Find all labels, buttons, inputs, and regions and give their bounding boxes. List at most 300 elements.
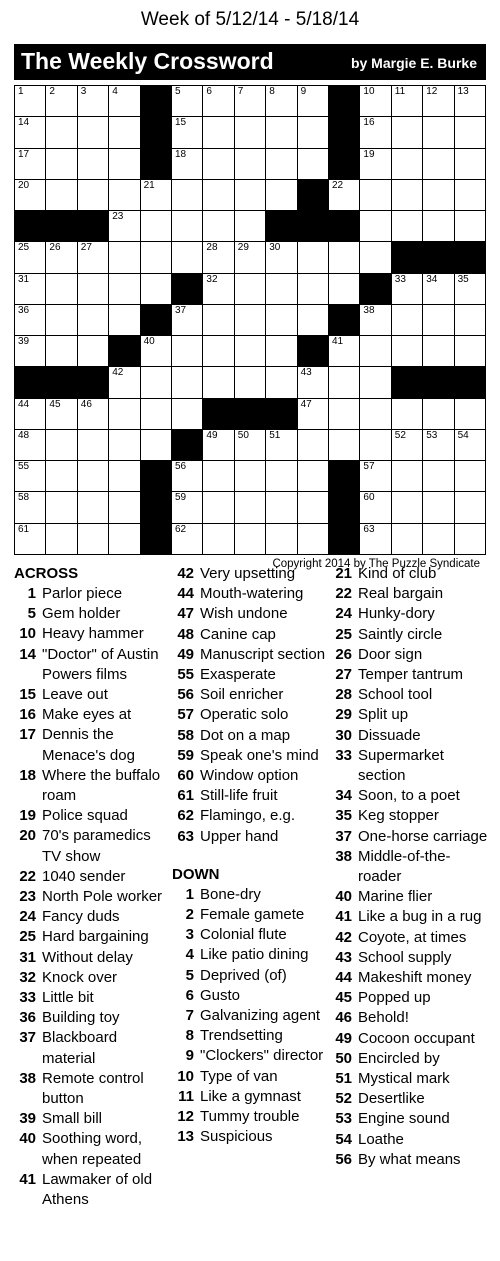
clue-item	[14, 1008, 166, 1028]
clue-item	[14, 725, 166, 765]
cell-number: 7	[237, 86, 244, 97]
grid-cell[interactable]	[360, 367, 391, 398]
grid-cell[interactable]	[266, 430, 297, 461]
grid-cell[interactable]	[298, 305, 329, 336]
grid-cell[interactable]	[109, 211, 140, 242]
cell-number: 38	[363, 304, 375, 316]
clue-item	[330, 968, 490, 988]
clue-text: Wish undone	[200, 605, 288, 623]
grid-cell[interactable]	[235, 367, 266, 398]
grid-cell[interactable]	[423, 274, 454, 305]
grid-cell[interactable]	[360, 86, 391, 117]
grid-cell[interactable]	[266, 492, 297, 523]
grid-cell[interactable]	[203, 367, 234, 398]
grid-cell[interactable]	[78, 180, 109, 211]
grid-cell[interactable]	[455, 336, 486, 367]
grid-cell[interactable]	[360, 461, 391, 492]
grid-cell[interactable]	[455, 305, 486, 336]
grid-cell[interactable]	[203, 430, 234, 461]
clue-item	[172, 986, 327, 1006]
clue-item	[172, 827, 327, 847]
grid-cell[interactable]	[78, 336, 109, 367]
grid-cell[interactable]	[455, 461, 486, 492]
grid-cell[interactable]	[298, 367, 329, 398]
grid-cell[interactable]	[423, 399, 454, 430]
cell-number: 20	[18, 179, 30, 191]
grid-cell[interactable]	[172, 367, 203, 398]
cell-number: 56	[174, 461, 187, 473]
grid-cell[interactable]	[172, 117, 203, 148]
grid-cell[interactable]	[172, 492, 203, 523]
cell-number: 21	[143, 179, 155, 191]
clue-text: Blackboard material	[42, 1029, 118, 1067]
grid-cell[interactable]	[235, 492, 266, 523]
puzzle-title: The Weekly Crossword	[21, 48, 274, 74]
grid-cell[interactable]	[329, 274, 360, 305]
grid-cell[interactable]	[172, 399, 203, 430]
grid-cell[interactable]	[360, 211, 391, 242]
cell-number: 58	[18, 492, 30, 504]
grid-cell[interactable]	[46, 399, 77, 430]
grid-cell[interactable]	[78, 242, 109, 273]
clue-number: 33	[335, 746, 352, 764]
grid-cell[interactable]	[141, 274, 172, 305]
black-square	[329, 461, 360, 492]
grid-cell[interactable]	[141, 211, 172, 242]
clue-item	[172, 705, 327, 725]
clue-item	[330, 928, 490, 948]
grid-cell[interactable]	[360, 305, 391, 336]
grid-cell[interactable]	[266, 461, 297, 492]
grid-cell[interactable]	[109, 86, 140, 117]
clue-item	[172, 925, 327, 945]
grid-cell[interactable]	[455, 211, 486, 242]
grid-cell[interactable]	[78, 524, 109, 555]
clue-number: 5	[185, 966, 194, 984]
grid-cell[interactable]	[329, 367, 360, 398]
grid-cell[interactable]	[15, 274, 46, 305]
grid-cell[interactable]	[46, 461, 77, 492]
clue-item	[330, 604, 490, 624]
black-square	[423, 242, 454, 273]
grid-cell[interactable]	[360, 524, 391, 555]
grid-cell[interactable]	[109, 461, 140, 492]
grid-cell[interactable]	[109, 430, 140, 461]
grid-cell[interactable]	[235, 149, 266, 180]
grid-cell[interactable]	[329, 242, 360, 273]
grid-cell[interactable]	[78, 149, 109, 180]
grid-cell[interactable]	[203, 492, 234, 523]
grid-cell[interactable]	[423, 305, 454, 336]
grid-cell[interactable]	[235, 242, 266, 273]
grid-cell[interactable]	[203, 211, 234, 242]
clue-item	[172, 645, 327, 665]
clue-item	[330, 705, 490, 725]
grid-cell[interactable]	[298, 430, 329, 461]
cell-number: 36	[18, 304, 30, 316]
clue-column-2	[172, 564, 327, 1147]
grid-cell[interactable]	[78, 274, 109, 305]
clue-item	[14, 624, 166, 644]
grid-cell[interactable]	[15, 180, 46, 211]
grid-cell[interactable]	[109, 399, 140, 430]
grid-cell[interactable]	[423, 461, 454, 492]
grid-cell[interactable]	[266, 149, 297, 180]
grid-cell[interactable]	[423, 117, 454, 148]
clue-item	[172, 905, 327, 925]
grid-cell[interactable]	[203, 180, 234, 211]
grid-cell[interactable]	[15, 86, 46, 117]
grid-cell[interactable]	[46, 305, 77, 336]
grid-cell[interactable]	[298, 274, 329, 305]
grid-cell[interactable]	[203, 336, 234, 367]
grid-cell[interactable]	[172, 524, 203, 555]
grid-cell[interactable]	[360, 492, 391, 523]
clue-text: Upper hand	[200, 827, 279, 845]
clue-text: Deprived (of)	[200, 966, 287, 984]
clue-number: 54	[335, 1130, 352, 1148]
grid-cell[interactable]	[360, 430, 391, 461]
clue-number: 46	[335, 1009, 352, 1027]
grid-cell[interactable]	[78, 461, 109, 492]
clue-number: 16	[19, 706, 36, 724]
clue-number: 29	[335, 706, 352, 724]
grid-cell[interactable]	[266, 274, 297, 305]
grid-cell[interactable]	[172, 461, 203, 492]
grid-cell[interactable]	[392, 524, 423, 555]
grid-cell[interactable]	[235, 117, 266, 148]
grid-cell[interactable]	[360, 336, 391, 367]
grid-cell[interactable]	[172, 86, 203, 117]
black-square	[203, 399, 234, 430]
cell-number: 31	[18, 273, 30, 285]
grid-cell[interactable]	[392, 336, 423, 367]
grid-cell[interactable]	[203, 305, 234, 336]
grid-cell[interactable]	[266, 524, 297, 555]
black-square	[455, 242, 486, 273]
grid-cell[interactable]	[172, 149, 203, 180]
grid-cell[interactable]	[392, 430, 423, 461]
grid-cell[interactable]	[329, 430, 360, 461]
grid-cell[interactable]	[203, 86, 234, 117]
grid-cell[interactable]	[172, 180, 203, 211]
black-square	[360, 274, 391, 305]
grid-cell[interactable]	[235, 180, 266, 211]
grid-cell[interactable]	[298, 149, 329, 180]
clue-text: Popped up	[358, 989, 431, 1007]
black-square	[141, 117, 172, 148]
grid-cell[interactable]	[298, 242, 329, 273]
clue-item	[172, 1067, 327, 1087]
grid-cell[interactable]	[78, 86, 109, 117]
cell-number: 12	[426, 86, 438, 97]
grid-cell[interactable]	[141, 180, 172, 211]
black-square	[266, 399, 297, 430]
grid-cell[interactable]	[423, 149, 454, 180]
grid-cell[interactable]	[298, 117, 329, 148]
clue-number: 63	[177, 827, 194, 845]
grid-cell[interactable]	[109, 149, 140, 180]
grid-cell[interactable]	[15, 430, 46, 461]
grid-cell[interactable]	[141, 242, 172, 273]
grid-cell[interactable]	[15, 336, 46, 367]
grid-cell[interactable]	[203, 242, 234, 273]
black-square	[109, 336, 140, 367]
clue-number: 35	[335, 807, 352, 825]
clue-item	[172, 1107, 327, 1127]
grid-cell[interactable]	[392, 492, 423, 523]
grid-cell[interactable]	[78, 117, 109, 148]
black-square	[266, 211, 297, 242]
grid-cell[interactable]	[423, 430, 454, 461]
cell-number: 42	[112, 367, 124, 379]
clue-item	[172, 1127, 327, 1147]
clue-number: 48	[177, 625, 194, 643]
grid-cell[interactable]	[392, 117, 423, 148]
clue-item	[14, 806, 166, 826]
grid-cell[interactable]	[172, 336, 203, 367]
grid-cell[interactable]	[423, 492, 454, 523]
black-square	[15, 211, 46, 242]
grid-cell[interactable]	[46, 274, 77, 305]
clue-number: 33	[19, 989, 36, 1007]
clue-text: Soothing word, when repeated	[42, 1130, 143, 1168]
grid-cell[interactable]	[203, 149, 234, 180]
clue-text: Small bill	[42, 1110, 103, 1128]
grid-cell[interactable]	[423, 86, 454, 117]
grid-cell[interactable]	[15, 492, 46, 523]
cell-number: 16	[363, 117, 375, 129]
grid-cell[interactable]	[423, 336, 454, 367]
clue-item	[14, 1069, 166, 1109]
grid-cell[interactable]	[360, 117, 391, 148]
grid-cell[interactable]	[329, 399, 360, 430]
clue-text: Soon, to a poet	[358, 787, 460, 805]
clue-text: Gusto	[200, 986, 241, 1004]
grid-cell[interactable]	[78, 399, 109, 430]
grid-cell[interactable]	[15, 399, 46, 430]
grid-cell[interactable]	[266, 305, 297, 336]
grid-cell[interactable]	[203, 117, 234, 148]
grid-cell[interactable]	[172, 305, 203, 336]
grid-cell[interactable]	[109, 180, 140, 211]
clue-text: Lawmaker of old Athens	[42, 1170, 153, 1209]
grid-cell[interactable]	[360, 399, 391, 430]
grid-cell[interactable]	[78, 430, 109, 461]
grid-cell[interactable]	[455, 274, 486, 305]
grid-cell[interactable]	[46, 242, 77, 273]
clue-item	[172, 726, 327, 746]
grid-cell[interactable]	[392, 149, 423, 180]
grid-cell[interactable]	[141, 399, 172, 430]
grid-cell[interactable]	[455, 86, 486, 117]
black-square	[329, 149, 360, 180]
crossword-grid	[14, 85, 486, 555]
clue-number: 44	[335, 969, 352, 987]
clue-number: 2	[185, 906, 194, 924]
grid-cell[interactable]	[266, 367, 297, 398]
grid-cell[interactable]	[455, 399, 486, 430]
clue-text: Speak one's mind	[200, 746, 319, 764]
grid-cell[interactable]	[298, 399, 329, 430]
grid-cell[interactable]	[235, 305, 266, 336]
grid-cell[interactable]	[266, 117, 297, 148]
grid-cell[interactable]	[78, 492, 109, 523]
grid-cell[interactable]	[203, 461, 234, 492]
grid-cell[interactable]	[235, 524, 266, 555]
grid-cell[interactable]	[455, 180, 486, 211]
clue-text: By what means	[358, 1150, 461, 1168]
grid-cell[interactable]	[266, 242, 297, 273]
title-banner	[14, 44, 486, 80]
cell-number: 40	[143, 336, 155, 348]
grid-cell[interactable]	[298, 524, 329, 555]
clue-text: Engine sound	[358, 1110, 450, 1128]
clue-text: Mouth-watering	[200, 585, 304, 603]
grid-cell[interactable]	[15, 242, 46, 273]
clue-text: Gem holder	[42, 605, 121, 623]
grid-cell[interactable]	[392, 399, 423, 430]
grid-cell[interactable]	[235, 86, 266, 117]
clue-item	[330, 1069, 490, 1089]
clue-text: Very upsetting	[200, 565, 296, 582]
cell-number: 10	[363, 86, 375, 97]
grid-cell[interactable]	[392, 180, 423, 211]
grid-cell[interactable]	[360, 149, 391, 180]
cell-number: 48	[18, 429, 30, 441]
clue-text: Behold!	[358, 1009, 409, 1027]
grid-cell[interactable]	[235, 274, 266, 305]
clue-item	[172, 1046, 327, 1066]
grid-cell[interactable]	[360, 180, 391, 211]
cell-number: 26	[49, 242, 61, 254]
grid-cell[interactable]	[46, 336, 77, 367]
grid-cell[interactable]	[15, 461, 46, 492]
grid-cell[interactable]	[109, 242, 140, 273]
grid-cell[interactable]	[392, 274, 423, 305]
grid-cell[interactable]	[46, 117, 77, 148]
grid-cell[interactable]	[172, 211, 203, 242]
grid-cell[interactable]	[203, 524, 234, 555]
grid-cell[interactable]	[266, 336, 297, 367]
grid-cell[interactable]	[298, 86, 329, 117]
black-square	[329, 492, 360, 523]
black-square	[392, 367, 423, 398]
grid-cell[interactable]	[235, 430, 266, 461]
clue-item	[172, 665, 327, 685]
grid-cell[interactable]	[141, 336, 172, 367]
clue-text: Trendsetting	[200, 1027, 283, 1045]
grid-cell[interactable]	[455, 430, 486, 461]
clue-text: Colonial flute	[200, 926, 287, 944]
clue-item	[14, 988, 166, 1008]
byline: by Margie E. Burke	[350, 55, 477, 71]
clue-number: 36	[19, 1009, 36, 1027]
black-square	[141, 86, 172, 117]
grid-cell[interactable]	[46, 149, 77, 180]
grid-cell[interactable]	[46, 180, 77, 211]
grid-cell[interactable]	[423, 180, 454, 211]
grid-cell[interactable]	[15, 524, 46, 555]
clue-text: Window option	[200, 767, 299, 785]
grid-cell[interactable]	[109, 274, 140, 305]
grid-cell[interactable]	[298, 461, 329, 492]
clue-text: Like a gymnast	[200, 1087, 301, 1105]
black-square	[423, 367, 454, 398]
grid-cell[interactable]	[235, 211, 266, 242]
clue-number: 22	[335, 585, 352, 603]
grid-cell[interactable]	[109, 305, 140, 336]
clue-item	[330, 665, 490, 685]
grid-cell[interactable]	[266, 180, 297, 211]
grid-cell[interactable]	[15, 149, 46, 180]
clue-text: Coyote, at times	[358, 928, 467, 946]
clue-text: Hard bargaining	[42, 928, 149, 946]
grid-cell[interactable]	[172, 242, 203, 273]
clue-text: Makeshift money	[358, 969, 472, 987]
grid-cell[interactable]	[360, 242, 391, 273]
grid-cell[interactable]	[141, 430, 172, 461]
grid-cell[interactable]	[109, 117, 140, 148]
cell-number: 44	[18, 398, 30, 410]
clue-number: 42	[177, 565, 194, 582]
grid-cell[interactable]	[46, 430, 77, 461]
grid-cell[interactable]	[46, 492, 77, 523]
grid-cell[interactable]	[423, 211, 454, 242]
grid-cell[interactable]	[109, 524, 140, 555]
grid-cell[interactable]	[298, 492, 329, 523]
clue-number: 13	[177, 1128, 194, 1146]
grid-cell[interactable]	[109, 492, 140, 523]
clue-number: 41	[19, 1170, 36, 1188]
clue-item	[14, 826, 166, 866]
clue-item	[172, 604, 327, 624]
grid-cell[interactable]	[392, 211, 423, 242]
clue-item	[330, 827, 490, 847]
grid-cell[interactable]	[392, 461, 423, 492]
black-square	[329, 117, 360, 148]
grid-cell[interactable]	[46, 86, 77, 117]
grid-cell[interactable]	[15, 305, 46, 336]
grid-cell[interactable]	[78, 305, 109, 336]
clue-number: 23	[19, 888, 36, 906]
grid-cell[interactable]	[455, 117, 486, 148]
grid-cell[interactable]	[392, 305, 423, 336]
grid-cell[interactable]	[455, 149, 486, 180]
clue-text: 70's paramedics TV show	[42, 827, 151, 865]
grid-cell[interactable]	[235, 336, 266, 367]
grid-cell[interactable]	[329, 336, 360, 367]
clue-number: 39	[19, 1110, 36, 1128]
clue-number: 25	[335, 625, 352, 643]
grid-cell[interactable]	[109, 367, 140, 398]
grid-cell[interactable]	[455, 524, 486, 555]
grid-cell[interactable]	[46, 524, 77, 555]
grid-cell[interactable]	[203, 274, 234, 305]
clue-item	[172, 966, 327, 986]
grid-cell[interactable]	[235, 461, 266, 492]
clue-number: 24	[335, 605, 352, 623]
clue-number: 15	[19, 686, 36, 704]
grid-cell[interactable]	[455, 492, 486, 523]
grid-cell[interactable]	[141, 367, 172, 398]
grid-cell[interactable]	[392, 86, 423, 117]
grid-cell[interactable]	[266, 86, 297, 117]
grid-cell[interactable]	[423, 524, 454, 555]
clue-item	[330, 645, 490, 665]
grid-cell[interactable]	[15, 117, 46, 148]
grid-cell[interactable]	[329, 180, 360, 211]
